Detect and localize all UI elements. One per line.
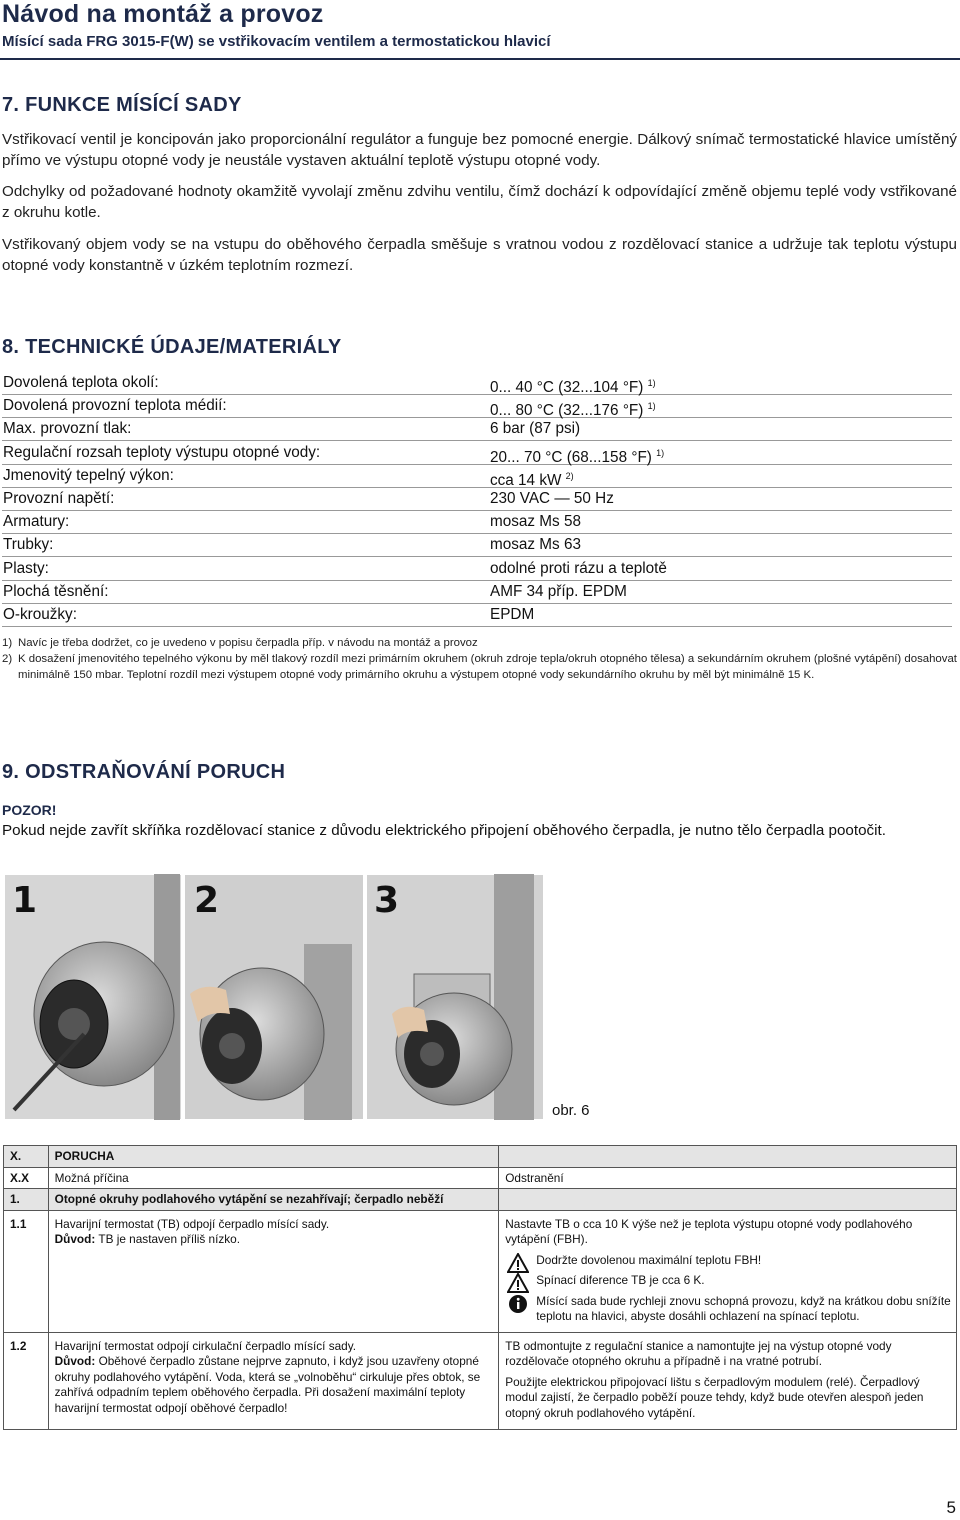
warning-triangle-icon [507,1253,529,1273]
cause-number: 1.2 [4,1332,49,1430]
fault-number: 1. [4,1189,49,1211]
warning-note-1 [505,1253,952,1269]
cause-text: Havarijní termostat (TB) odpojí čerpadlo mísící sady. [54,1216,330,1231]
section-7-heading: 7. FUNKCE MÍSÍCÍ SADY [2,94,242,116]
section-9-heading: 9. ODSTRAŇOVÁNÍ PORUCH [2,761,286,783]
tech-row-value-text: 230 VAC — 50 Hz [490,490,614,507]
tech-row-label: Dovolená provozní teplota médií: [3,397,227,415]
info-note [505,1294,952,1325]
tech-row-footnote-ref: 1) [647,401,656,412]
tech-row-label: Trubky: [3,536,54,554]
section-7-paragraph-1: Vstřikovací ventil je koncipován jako proporcionální regulátor a funguje bez pomocné energie. Dálkový snímač termostatické hlavice umístěný přímo ve výstupu otopné vody je neustále vystaven aktuální teplotě výstupu otopné vody. [2,131,957,169]
tech-row-value-text: 20... 70 °C (68...158 °F) [490,448,652,466]
tech-row-value-text: AMF 34 příp. EPDM [490,582,627,600]
tech-row-value [490,604,534,626]
tech-row-label: Plochá těsnění: [3,582,109,600]
tech-row-value-text: 0... 80 °C (32...176 °F) [490,402,644,420]
tech-row [2,372,952,395]
tech-row-value-text: 6 bar (87 psi) [490,420,581,438]
footnote-1 [2,636,957,652]
footnote-2 [2,652,957,683]
tech-row [2,558,952,581]
figure-caption: obr. 6 [552,1102,590,1119]
cause-number: 1.1 [4,1210,49,1332]
tech-row-label: Plasty: [3,559,49,577]
tech-row-value-text: cca 14 kW [490,471,562,489]
fault-description: Otopné okruhy podlahového vytápění se nezahřívají; čerpadlo neběží [48,1189,499,1211]
cause-text: Havarijní termostat odpojí cirkulační čerpadlo mísící sady. [54,1338,357,1353]
reason-text: Oběhové čerpadlo zůstane nejprve zapnuto, i když jsou uzavřeny otopné okruhy podlahového vytápění. Voda, která se „volnoběhu“ cirkuluje přes obtok, se zahřívá odpadním teplem oběhového čerpadla. Při dosažení maximální teploty havarijní termostat odpojí oběhové čerpadlo! [54,1354,481,1415]
tech-row [2,418,952,441]
fix-text: Nastavte TB o cca 10 K výše než je teplota výstupu otopné vody podlahového vytápění (FBH). [505,1216,913,1246]
footnote-1-number: 1) [2,637,13,649]
tech-row [2,442,952,465]
tech-row-footnote-ref: 2) [565,470,574,481]
document-subtitle: Mísící sada FRG 3015-F(W) se vstřikovacím ventilem a termostatickou hlavicí [2,33,551,50]
tech-row [2,604,952,627]
step-3-label: 3 [374,880,400,921]
section-7-paragraph-2: Odchylky od požadované hodnoty okamžitě vyvolají změnu zdvihu ventilu, čímž dochází k odpovídající změně objemu teplé vody vstřikované z okruhu kotle. [2,183,957,221]
section-7-paragraph-3: Vstřikovaný objem vody se na vstupu do oběhového čerpadla směšuje s vratnou vodou z rozdělovací stanice a udržuje tak teplotu výstupu otopné vody konstantně v úzkém teplotním rozmezí. [2,236,957,274]
warning-note-2-text: Spínací diference TB je cca 6 K. [536,1273,705,1287]
fix-text-1: TB odmontujte z regulační stanice a namontujte jej na výstup otopné vody rozdělovače otopného okruhu a případně i na vratné potrubí. [505,1338,892,1368]
cause-row-1-1 [4,1210,957,1332]
info-icon [507,1294,529,1314]
reason-text: TB je nastaven příliš nízko. [98,1232,240,1246]
section-8-heading: 8. TECHNICKÉ ÚDAJE/MATERIÁLY [2,336,342,358]
footnote-2-number: 2) [2,653,13,665]
tech-row-label: Jmenovitý tepelný výkon: [3,466,174,484]
step-1-label: 1 [12,880,38,921]
tech-row [2,465,952,488]
info-note-text: Mísící sada bude rychleji znovu schopná provozu, když na krátkou dobu snížíte teplotu na hlavici, abyste dosáhli ochlazení na spínací teplotu. [536,1293,951,1323]
warning-text: Pokud nejde zavřít skříňka rozdělovací stanice z důvodu elektrického připojení oběhového čerpadla, je nutno tělo čerpadla pootočit. [2,822,886,839]
tech-row-value [490,558,667,580]
cause-row-1-2 [4,1332,957,1430]
tech-row-value [490,534,581,556]
tech-row [2,488,952,511]
table-header-row-2 [4,1167,957,1189]
reason-label: Důvod: [54,1354,96,1368]
tech-row [2,395,952,418]
pump-rotation-photo [4,874,544,1120]
tech-row-value [490,511,581,533]
tech-row-value-text: 0... 40 °C (32...104 °F) [490,379,644,396]
fault-row-1 [4,1189,957,1211]
tech-row [2,511,952,534]
fix-text-2: Použijte elektrickou připojovací lištu s čerpadlovým modulem (relé). Čerpadlový modul zajistí, že čerpadlo poběží pouze tehdy, když bude otevřen alespoň jeden otopný okruh podlahového vytápění. [505,1374,924,1420]
tech-row-value-text: odolné proti rázu a teplotě [490,559,667,577]
warning-note-2 [505,1273,952,1289]
tech-row-value-text: mosaz Ms 63 [490,536,581,554]
tech-row-value-text: mosaz Ms 58 [490,513,581,531]
header-fault: PORUCHA [48,1146,499,1168]
header-divider [0,58,960,60]
troubleshooting-table [3,1145,957,1430]
header-cause: Možná příčina [48,1167,499,1189]
tech-row-footnote-ref: 1) [647,378,656,388]
warning-note-1-text: Dodržte dovolenou maximální teplotu FBH! [536,1252,762,1267]
tech-row [2,581,952,604]
footnote-2-text: K dosažení jmenovitého tepelného výkonu by měl tlakový rozdíl mezi primárním okruhem (okruh zdroje tepla/okruh otopného tělesa) a sekundárním okruhem (plošné vytápění) dosahovat minimálně 150 mbar. Teplotní rozdíl mezi výstupem otopné vody primárního okruhu a výstupem otopné vody sekundárního okruhu by měl být minimálně 15 K. [18,653,957,681]
tech-row-value [490,418,580,440]
footnote-1-text: Navíc je třeba dodržet, co je uvedeno v popisu čerpadla příp. v návodu na montáž a provoz [18,637,478,649]
tech-row-label: Dovolená teplota okolí: [3,374,159,391]
tech-row-value [490,581,627,603]
header-number: X. [4,1146,49,1168]
tech-row-label: O-kroužky: [3,606,77,623]
table-header-row-1 [4,1146,957,1168]
tech-row-label: Max. provozní tlak: [3,420,132,438]
tech-row-footnote-ref: 1) [656,447,665,458]
tech-row-value-text: EPDM [490,606,535,623]
tech-row-value [490,488,614,510]
tech-row [2,534,952,557]
tech-row-label: Armatury: [3,513,70,531]
document-title: Návod na montáž a provoz [2,0,324,28]
warning-label: POZOR! [2,802,57,818]
tech-row-label: Regulační rozsah teploty výstupu otopné vody: [3,443,321,461]
reason-label: Důvod: [54,1232,96,1246]
tech-row-label: Provozní napětí: [3,490,115,507]
page-number: 5 [946,1498,956,1517]
header-fix: Odstranění [499,1167,957,1189]
warning-triangle-icon [507,1273,529,1293]
header-subnumber: X.X [4,1167,49,1189]
step-2-label: 2 [194,880,220,921]
